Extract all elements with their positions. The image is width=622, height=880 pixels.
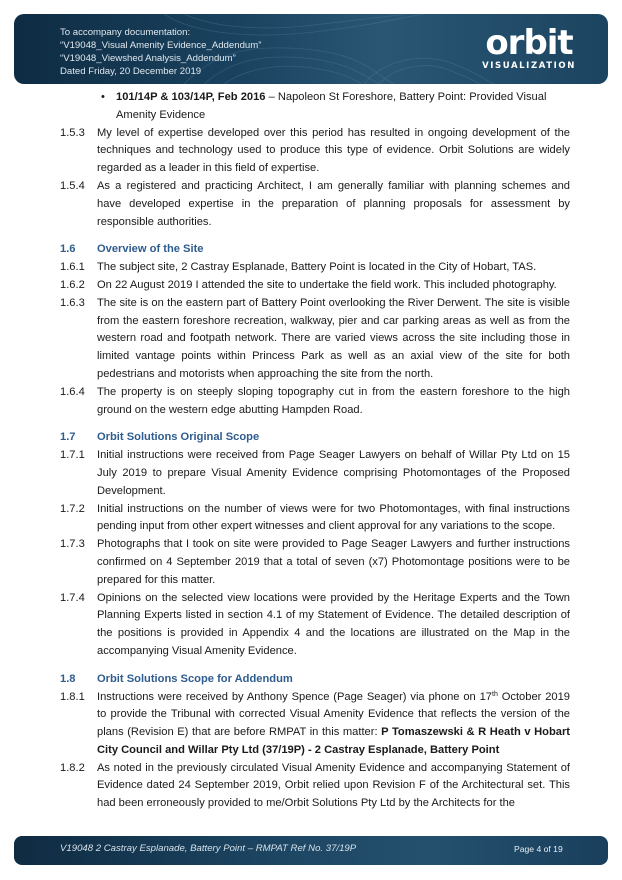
paragraph xyxy=(60,689,570,760)
text-run: Instructions were received by Anthony Spence (Page Seager) via phone on 17 xyxy=(97,690,492,703)
paragraph-text: Opinions on the selected view locations were provided by the Heritage Experts and the Town Planning Experts listed in section 4.1 of my Statement of Evidence. The detailed description of the positions is provided in Appendix 4 and the locations are illustrated on the Map in the accompanying Visual Amenity Evidence. xyxy=(97,591,570,657)
paragraph xyxy=(60,536,570,589)
orbit-logo xyxy=(480,23,578,71)
paragraph-text: Photographs that I took on site were provided to Page Seager Lawyers and further instructions confirmed on 4 September 2019 that a total of seven (x7) Photomontage positions were to be prepared for this matter. xyxy=(97,538,570,586)
paragraph-text: The subject site, 2 Castray Esplanade, Battery Point is located in the City of Hobart, TAS. xyxy=(97,261,537,274)
paragraph-text: As noted in the previously circulated Visual Amenity Evidence and accompanying Statement of Evidence dated 24 September 2019, Orbit relied upon Revision F of the Architectural set. This had been erroneously provided to me/Orbit Solutions Pty Ltd by the Architects for the xyxy=(97,761,570,810)
paragraph-text: As a registered and practicing Architect, I am generally familiar with planning schemes and have developed expertise in the preparation of planning proposals for assessment by responsible authorities. xyxy=(97,179,570,228)
section-number: 1.7 xyxy=(60,431,76,444)
paragraph xyxy=(60,447,570,500)
section-number: 1.8 xyxy=(60,672,76,685)
header-line: Dated Friday, 20 December 2019 xyxy=(60,66,202,77)
section-title: Orbit Solutions Original Scope xyxy=(97,431,260,444)
header-banner xyxy=(14,14,608,84)
paragraph xyxy=(60,125,570,178)
text-run: October 2019 to provide the Tribunal with corrected Visual Amenity Evidence that reflects the version of the plans (Revision E) that are before RMPAT in this matter: xyxy=(97,690,570,739)
paragraph-text: Initial instructions on the number of views were for two Photomontages, with final instructions pending input from other expert witnesses and client approval for any variations to the scope. xyxy=(97,502,570,533)
bullet-icon: • xyxy=(101,91,105,103)
paragraph-text: On 22 August 2019 I attended the site to undertake the field work. This included photography. xyxy=(97,278,557,291)
bullet-text: – Napoleon St Foreshore, Battery Point: Provided Visual Amenity Evidence xyxy=(116,91,547,121)
paragraph xyxy=(60,590,570,661)
section-title: Orbit Solutions Scope for Addendum xyxy=(97,672,293,685)
paragraph xyxy=(60,384,570,420)
logo-subtitle: VISUALIZATION xyxy=(482,61,576,71)
paragraph-number: 1.6.1 xyxy=(60,261,85,274)
case-title: P Tomaszewski & R Heath v Hobart City Council and Willar Pty Ltd (37/19P) - 2 Castray Esplanade, Battery Point xyxy=(97,726,571,756)
header-line: “V19048_Viewshed Analysis_Addendum” xyxy=(60,53,236,64)
paragraph xyxy=(60,178,570,231)
paragraph-text: Initial instructions were received from Page Seager Lawyers on behalf of Willar Pty Ltd on 15 July 2019 to prepare Visual Amenity Evidence comprising Photomontages of the Proposed Development. xyxy=(97,449,570,497)
section-number: 1.6 xyxy=(60,243,76,256)
paragraph-number: 1.5.4 xyxy=(60,179,85,192)
paragraph xyxy=(60,295,570,384)
logo-wordmark: orbit xyxy=(485,23,573,63)
footer-banner xyxy=(14,836,608,865)
footer-reference: V19048 2 Castray Esplanade, Battery Point – RMPAT Ref No. 37/19P xyxy=(60,843,357,854)
bullet-bold: 101/14P & 103/14P, Feb 2016 xyxy=(116,91,266,103)
list-item xyxy=(60,89,570,125)
ordinal-suffix: th xyxy=(492,690,498,698)
page-number: Page 4 of 19 xyxy=(514,844,563,854)
document-body xyxy=(60,89,570,813)
paragraph xyxy=(60,259,570,277)
paragraph xyxy=(60,760,570,813)
paragraph-number: 1.6.2 xyxy=(60,278,85,291)
paragraph-number: 1.8.1 xyxy=(60,690,85,703)
section-title: Overview of the Site xyxy=(97,243,204,256)
paragraph-text: My level of expertise developed over this period has resulted in ongoing development of the techniques and technology used to produce this type of evidence. Orbit Solutions are widely regarded as a leader in this field of expertise. xyxy=(97,126,570,175)
paragraph-number: 1.7.2 xyxy=(60,502,85,515)
paragraph-number: 1.6.3 xyxy=(60,296,85,309)
paragraph-number: 1.8.2 xyxy=(60,761,85,774)
section-heading xyxy=(60,241,570,259)
paragraph xyxy=(60,277,570,295)
paragraph-number: 1.7.1 xyxy=(60,449,85,462)
paragraph-number: 1.5.3 xyxy=(60,126,85,139)
paragraph-number: 1.7.3 xyxy=(60,538,85,551)
paragraph-text: The property is on steeply sloping topography cut in from the eastern foreshore to the high ground on the western edge abutting Hampden Road. xyxy=(97,385,570,416)
paragraph-number: 1.6.4 xyxy=(60,385,85,398)
paragraph xyxy=(60,501,570,537)
paragraph-text xyxy=(97,689,570,760)
paragraph-number: 1.7.4 xyxy=(60,591,85,604)
header-line: To accompany documentation: xyxy=(60,27,191,38)
header-text xyxy=(60,26,261,78)
section-heading xyxy=(60,429,570,447)
paragraph-text: The site is on the eastern part of Battery Point overlooking the River Derwent. The site is visible from the eastern foreshore recreation, walkway, pier and car parking areas as well as from the western road and footpath network. There are varied views across the site including those in limited vantage points within Princess Park as well as an axial view of the site for both pedestrians and motorists when approaching the site from the north. xyxy=(97,296,570,380)
section-heading xyxy=(60,671,570,689)
header-line: “V19048_Visual Amenity Evidence_Addendum” xyxy=(60,40,262,51)
